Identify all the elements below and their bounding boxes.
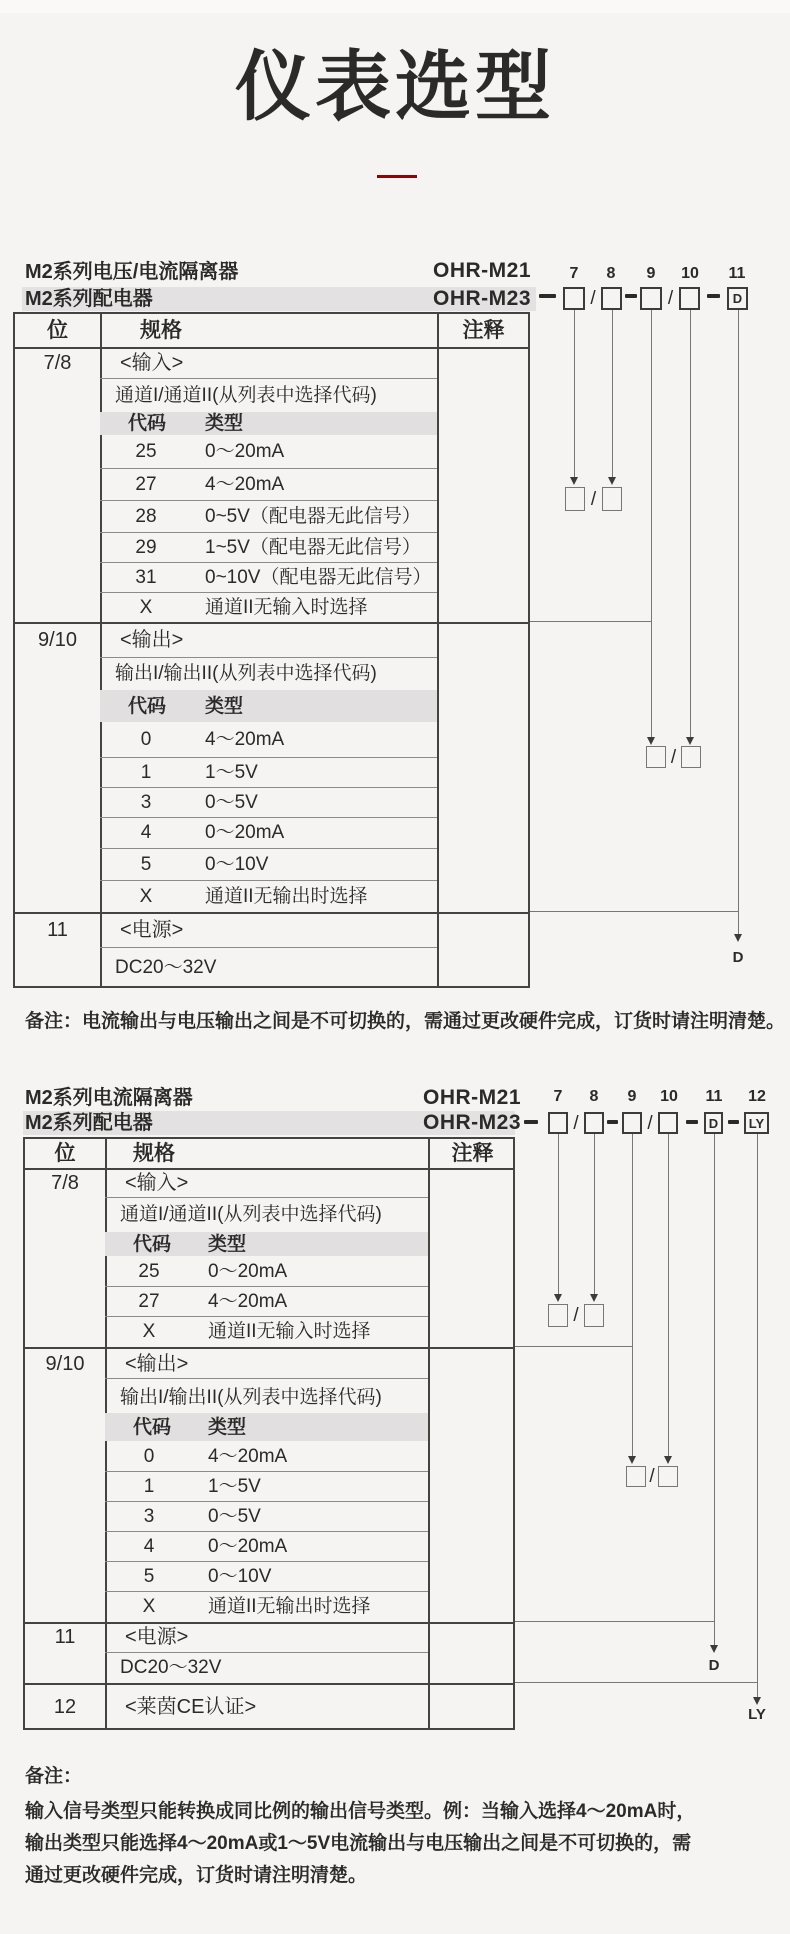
b2-code-box-10 [658,1112,678,1134]
b2-digit-9: 9 [627,1088,637,1105]
b1-input-target-box-1 [565,487,585,511]
dash-connector [524,1120,538,1124]
b2-digit-12: 12 [748,1088,766,1105]
type-header: 类型 [208,1233,247,1255]
spec-row-code: 25 [138,1260,160,1282]
b2-series2-label: M2系列配电器 [25,1112,153,1134]
section-title: <输出> [125,1352,189,1375]
b2-output-target-box-1 [626,1466,646,1487]
b1-code-box-10 [679,287,700,310]
b2-digit-11: 11 [705,1088,723,1105]
b1-digit-11: 11 [728,265,746,282]
col-header-spec: 规格 [133,1142,175,1165]
col-header-pos: 位 [54,1142,76,1165]
section-title: <输入> [125,1171,189,1194]
b2-dropline-10 [668,1134,669,1456]
b2-output-target-box-2 [658,1466,678,1487]
spec-row-type: 4～20mA [208,1290,288,1312]
arrow-down-icon [608,477,616,485]
b2-series1-label: M2系列电流隔离器 [25,1087,193,1109]
arrow-down-icon [554,1294,562,1302]
section-title: <电源> [125,1626,189,1648]
b2-series2-model: OHR-M23 [423,1110,522,1134]
spec-row-code: X [142,1321,156,1342]
spec-row-code: 3 [140,791,152,813]
section-title: <莱茵CE认证> [125,1695,257,1718]
b1-dropline-7 [574,310,575,477]
spec-row-code: 5 [143,1565,155,1587]
b1-output-target-slash: / [670,746,677,768]
b1-power-target-d: D [732,948,744,966]
spec-row-code: 31 [135,566,157,588]
spec-row-code: 0 [140,729,152,750]
b2-code-box-ly: LY [744,1112,769,1134]
b1-output-target-box-2 [681,746,701,768]
power-value: DC20～32V [115,957,217,978]
spec-row-code: X [139,885,153,907]
col-header-spec: 规格 [140,319,182,342]
dash-connector [707,294,720,298]
spec-row-code: 25 [135,441,157,462]
b2-output-target-slash: / [649,1466,655,1487]
section-subtitle: 通道I/通道II(从列表中选择代码) [115,384,377,406]
pos-cell: 9/10 [38,628,77,651]
col-header-pos: 位 [47,319,68,342]
spec-row-type: 1~5V（配电器无此信号） [205,536,421,558]
b1-code-slash: / [590,288,596,309]
b1-dropline-11 [738,310,739,934]
spec-row-type: 4～20mA [205,473,285,495]
title-accent-rule [377,175,417,178]
arrow-down-icon [570,477,578,485]
b2-note-line: 输出类型只能选择4～20mA或1～5V电流输出与电压输出之间是不可切换的，需 [25,1833,692,1854]
b1-series2-label: M2系列配电器 [25,288,153,310]
code-header: 代码 [128,695,167,717]
b1-series1-model: OHR-M21 [433,258,532,282]
spec-row-type: 0～20mA [208,1260,288,1282]
arrow-down-icon [710,1645,718,1653]
spec-row-code: 29 [135,536,157,558]
spec-row-code: 27 [135,473,157,495]
b2-code-slash: / [647,1112,653,1134]
spec-row-type: 0～10V [208,1565,272,1587]
dash-connector [625,294,637,298]
b1-code-box-d: D [727,287,748,310]
spec-row-code: X [139,596,153,618]
b2-digit-8: 8 [589,1088,599,1105]
b1-selection-table [13,312,530,988]
b2-code-slash: / [573,1112,579,1134]
spec-row-code: 27 [138,1290,160,1312]
b1-series2-model: OHR-M23 [433,286,532,310]
spec-row-type: 0~5V（配电器无此信号） [205,505,421,527]
type-header: 类型 [208,1416,247,1438]
spec-row-code: 1 [140,761,152,783]
spec-row-type: 0～10V [205,853,269,875]
b2-code-box-d: D [704,1112,723,1134]
code-header: 代码 [128,413,167,434]
b1-series1-label: M2系列电压/电流隔离器 [25,261,239,283]
spec-row-type: 0～20mA [208,1535,288,1557]
section-subtitle: 通道I/通道II(从列表中选择代码) [120,1204,382,1225]
spec-row-type: 0~10V（配电器无此信号） [205,566,432,588]
b2-dropline-7 [558,1134,559,1294]
b2-input-target-slash: / [573,1305,579,1326]
arrow-down-icon [686,737,694,745]
spec-row-type: 通道II无输入时选择 [208,1321,371,1342]
type-header: 类型 [205,695,244,717]
b1-code-box-8 [601,287,622,310]
arrow-down-icon [647,737,655,745]
section-subtitle: 输出I/输出II(从列表中选择代码) [115,663,377,684]
dash-connector [539,294,556,298]
dash-connector [607,1120,618,1124]
spec-row-code: 4 [143,1535,155,1557]
b2-dropline-11 [714,1134,715,1645]
b2-series1-model: OHR-M21 [423,1085,522,1109]
section-title: <输出> [120,628,184,651]
b1-input-target-box-2 [602,487,622,511]
arrow-down-icon [734,934,742,942]
b2-dropline-12 [757,1134,758,1697]
b1-section-extender-line [530,911,738,912]
b2-ce-target-ly: LY [748,1705,766,1723]
pos-cell: 7/8 [51,1171,79,1194]
b1-digit-8: 8 [606,265,616,282]
b2-input-target-box-1 [548,1304,568,1327]
section-title: <输入> [120,351,184,374]
col-header-note: 注释 [451,1142,494,1165]
b2-section-extender-line [515,1682,757,1683]
spec-row-type: 0～5V [205,791,258,813]
b1-section-extender-line [530,621,652,622]
dash-connector [686,1120,698,1124]
col-header-note: 注释 [462,319,505,342]
b2-section-extender-line [515,1621,714,1622]
arrow-down-icon [628,1456,636,1464]
pos-cell: 11 [47,918,68,941]
table-column-line [437,314,439,986]
b1-digit-10: 10 [681,265,699,282]
spec-row-type: 通道II无输入时选择 [205,596,368,618]
b2-digit-7: 7 [553,1088,563,1105]
spec-row-type: 1～5V [205,761,258,783]
top-strip [0,0,790,13]
arrow-down-icon [590,1294,598,1302]
b2-dropline-9 [632,1134,633,1456]
b2-note-line: 输入信号类型只能转换成同比例的输出信号类型。例：当输入选择4～20mA时， [25,1801,696,1822]
b1-dropline-8 [612,310,613,477]
b2-note-title: 备注： [25,1766,83,1787]
type-header: 类型 [205,413,244,434]
spec-row-code: X [142,1596,156,1617]
b2-code-box-7 [548,1112,568,1134]
pos-cell: 11 [54,1626,76,1648]
page-title: 仪表选型 [235,45,555,130]
arrow-down-icon [753,1697,761,1705]
b2-code-box-9 [622,1112,642,1134]
b1-output-target-box-1 [646,746,666,768]
pos-cell: 12 [53,1695,77,1718]
table-column-line [428,1139,430,1728]
pos-cell: 9/10 [45,1352,85,1375]
spec-row-type: 0～20mA [205,822,285,843]
b1-digit-7: 7 [569,265,579,282]
b2-input-target-box-2 [584,1304,604,1327]
spec-row-code: 4 [140,822,152,843]
spec-row-type: 通道II无输出时选择 [205,885,368,907]
spec-row-type: 4～20mA [205,729,285,750]
b1-note: 备注：电流输出与电压输出之间是不可切换的，需通过更改硬件完成，订货时请注明清楚。 [25,1011,786,1032]
spec-row-type: 0～5V [208,1505,261,1527]
section-title: <电源> [120,918,184,941]
section-subtitle: 输出I/输出II(从列表中选择代码) [120,1387,382,1408]
b1-digit-9: 9 [646,265,656,282]
b1-dropline-10 [690,310,691,737]
spec-row-code: 3 [143,1505,155,1527]
arrow-down-icon [664,1456,672,1464]
b2-selection-table [23,1137,515,1730]
pos-cell: 7/8 [43,351,72,374]
b2-power-target-d: D [708,1656,720,1674]
b2-dropline-8 [594,1134,595,1294]
spec-row-type: 4～20mA [208,1445,288,1467]
b2-section-extender-line [515,1346,632,1347]
code-header: 代码 [133,1416,172,1438]
b2-digit-10: 10 [660,1088,678,1105]
dash-connector [728,1120,739,1124]
b2-code-box-8 [584,1112,604,1134]
b2-note-line: 通过更改硬件完成，订货时请注明清楚。 [25,1865,368,1886]
spec-row-code: 5 [140,853,152,875]
b1-code-box-7 [563,287,585,310]
b1-dropline-9 [651,310,652,737]
spec-row-type: 0～20mA [205,441,285,462]
b1-input-target-slash: / [590,488,597,510]
b1-code-slash: / [667,288,674,309]
spec-row-code: 1 [143,1475,155,1497]
spec-row-type: 通道II无输出时选择 [208,1596,371,1617]
spec-row-code: 0 [143,1445,155,1467]
b1-code-box-9 [640,287,662,310]
power-value: DC20～32V [120,1657,222,1678]
spec-row-type: 1～5V [208,1475,261,1497]
code-header: 代码 [133,1233,172,1255]
spec-row-code: 28 [135,505,157,527]
